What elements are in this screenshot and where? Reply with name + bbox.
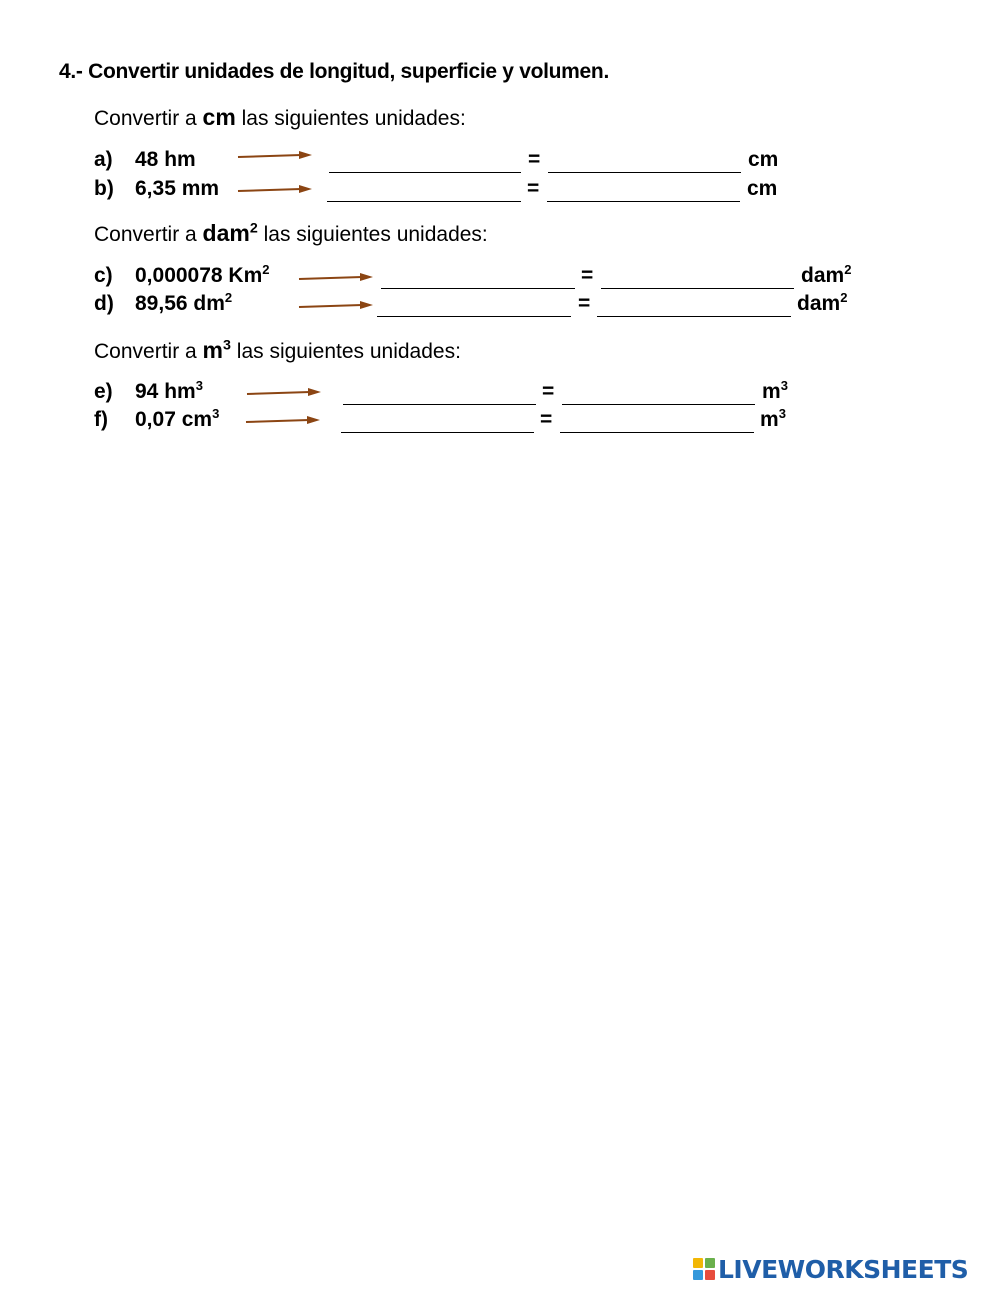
equals-sign: = xyxy=(528,148,541,171)
answer-blank-1[interactable] xyxy=(377,294,571,317)
instruction-m3 xyxy=(94,337,461,364)
liveworksheets-logo[interactable] xyxy=(693,1255,968,1283)
target-unit: cm xyxy=(202,104,236,130)
item-value: 6,35 mm xyxy=(135,177,220,200)
answer-blank-2[interactable] xyxy=(601,266,794,289)
arrow-icon xyxy=(237,150,313,162)
instruction-cm xyxy=(94,104,466,131)
result-unit: cm xyxy=(747,177,778,200)
instruction-prefix: Convertir a xyxy=(94,107,203,130)
result-unit: $m^3$ xyxy=(762,378,788,403)
instruction-suffix: las siguientes unidades: xyxy=(230,340,461,363)
result-unit: $m^3$ xyxy=(760,406,786,431)
item-letter: d) xyxy=(94,292,114,315)
arrow-icon xyxy=(246,387,322,399)
arrow-icon xyxy=(298,300,374,312)
item-value: 0,000078 Km$^2$ xyxy=(135,262,270,287)
arrow-icon xyxy=(245,415,321,427)
answer-blank-2[interactable] xyxy=(548,150,741,173)
liveworksheets-logo-icon xyxy=(693,1258,715,1280)
item-letter: b) xyxy=(94,177,114,200)
instruction-dam2 xyxy=(94,220,488,247)
answer-blank-1[interactable] xyxy=(327,179,521,202)
exercise-title: 4.- Convertir unidades de longitud, superficie y volumen. xyxy=(59,60,609,83)
item-letter: e) xyxy=(94,380,113,403)
equals-sign: = xyxy=(540,408,553,431)
answer-blank-2[interactable] xyxy=(597,294,791,317)
target-unit: dam$^2$ xyxy=(202,220,258,246)
item-value: 0,07 $cm^3$ xyxy=(135,406,220,431)
answer-blank-2[interactable] xyxy=(562,382,755,405)
item-letter: c) xyxy=(94,264,113,287)
instruction-suffix: las siguientes unidades: xyxy=(257,223,488,246)
instruction-suffix: las siguientes unidades: xyxy=(235,107,466,130)
equals-sign: = xyxy=(581,264,594,287)
target-unit: $m^3$ xyxy=(202,337,231,363)
item-value: 89,56 $dm^2$ xyxy=(135,290,233,315)
result-unit: dam$^2$ xyxy=(797,290,848,315)
answer-blank-1[interactable] xyxy=(329,150,521,173)
arrow-icon xyxy=(237,184,313,196)
answer-blank-1[interactable] xyxy=(343,382,536,405)
answer-blank-1[interactable] xyxy=(381,266,575,289)
equals-sign: = xyxy=(542,380,555,403)
answer-blank-2[interactable] xyxy=(560,410,754,433)
result-unit: cm xyxy=(748,148,779,171)
instruction-prefix: Convertir a xyxy=(94,340,203,363)
equals-sign: = xyxy=(578,292,591,315)
answer-blank-1[interactable] xyxy=(341,410,534,433)
equals-sign: = xyxy=(527,177,540,200)
item-value: 94 $hm^3$ xyxy=(135,378,203,403)
instruction-prefix: Convertir a xyxy=(94,223,203,246)
arrow-icon xyxy=(298,272,374,284)
logo-text: LIVEWORKSHEETS xyxy=(718,1254,969,1284)
item-letter: a) xyxy=(94,148,113,171)
answer-blank-2[interactable] xyxy=(547,179,740,202)
item-letter: f) xyxy=(94,408,108,431)
result-unit: dam$^2$ xyxy=(801,262,852,287)
item-value: 48 hm xyxy=(135,148,196,171)
